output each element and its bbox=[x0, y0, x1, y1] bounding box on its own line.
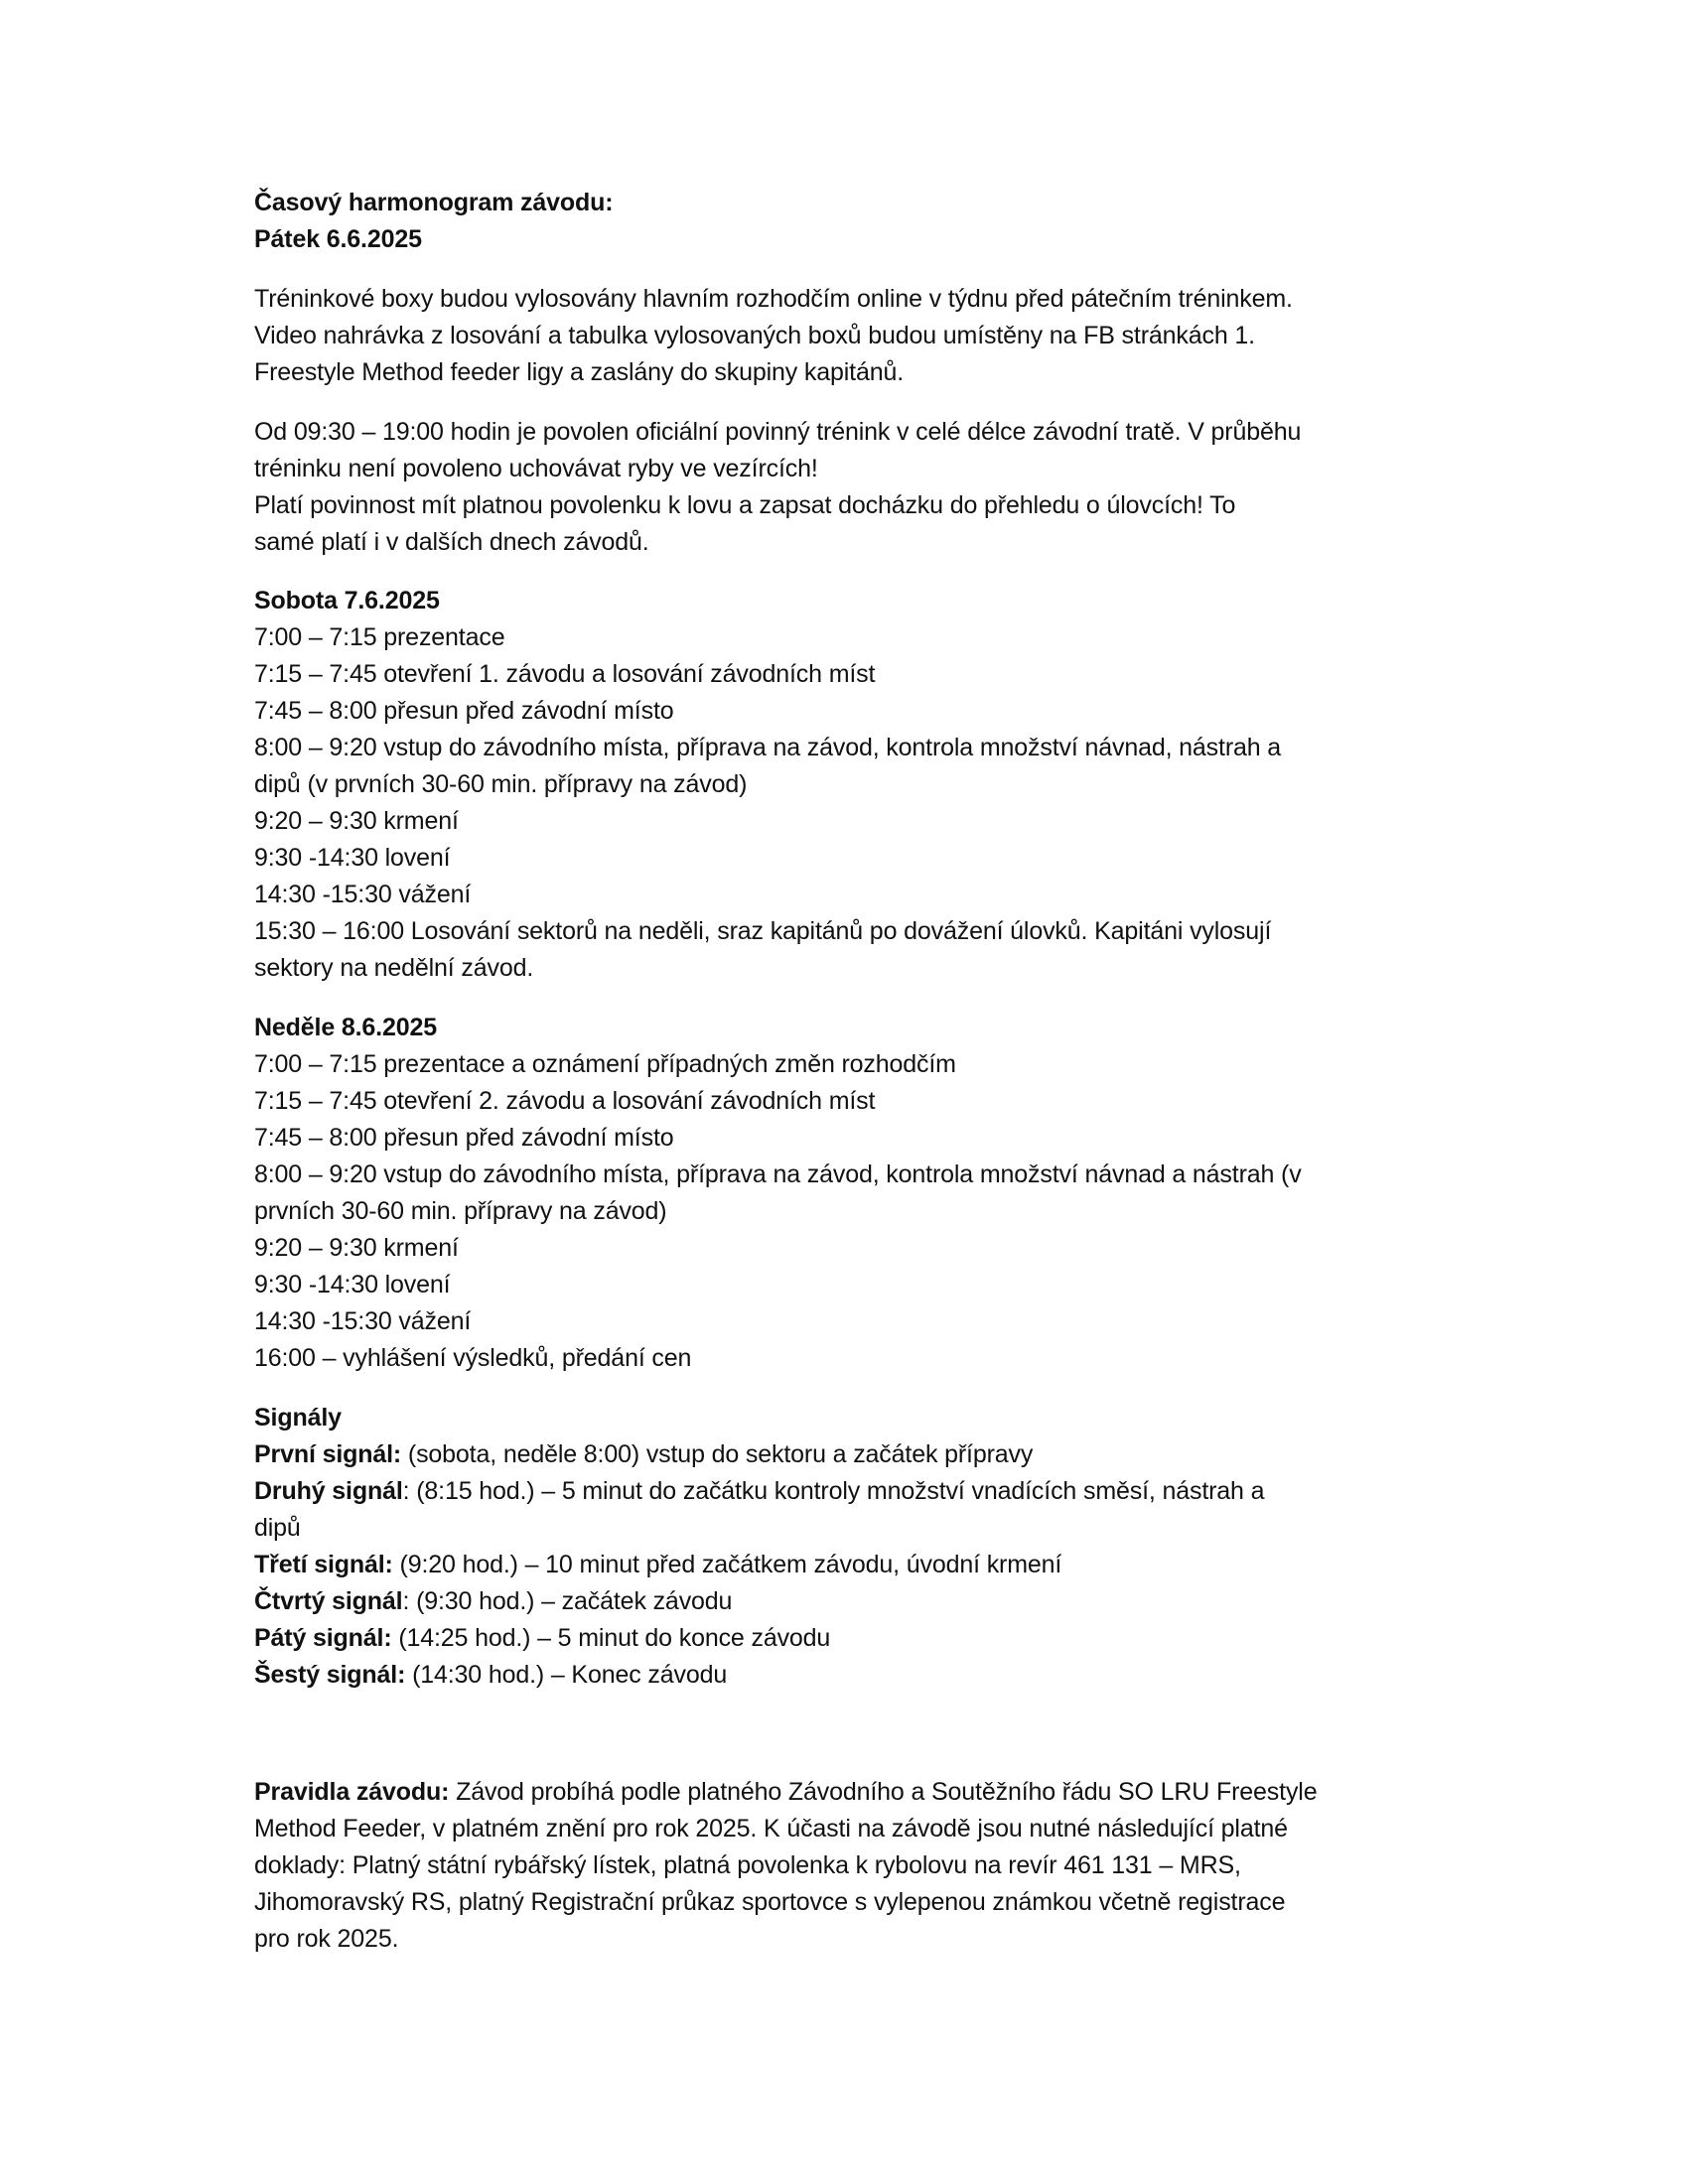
signal-text: (9:20 hod.) – 10 minut před začátkem závodu, úvodní krmení bbox=[392, 1551, 1062, 1578]
saturday-schedule-line: 9:20 – 9:30 krmení bbox=[254, 807, 459, 835]
sunday-schedule-line: prvních 30-60 min. přípravy na závod) bbox=[254, 1197, 667, 1225]
signal-text: dipů bbox=[254, 1514, 301, 1542]
sunday-schedule-line: 7:00 – 7:15 prezentace a oznámení případných změn rozhodčím bbox=[254, 1050, 956, 1078]
sunday-schedule-line: 16:00 – vyhlášení výsledků, předání cen bbox=[254, 1344, 692, 1372]
friday-paragraph-2-line: Platí povinnost mít platnou povolenku k lovu a zapsat docházku do přehledu o úlovcích! To bbox=[254, 491, 1236, 519]
saturday-schedule-line: dipů (v prvních 30-60 min. přípravy na závod) bbox=[254, 770, 748, 798]
signal-text: : (9:30 hod.) – začátek závodu bbox=[402, 1587, 733, 1615]
saturday-schedule-line: sektory na nedělní závod. bbox=[254, 954, 534, 982]
sunday-schedule-line: 8:00 – 9:20 vstup do závodního místa, příprava na závod, kontrola množství návnad a nástrah (v bbox=[254, 1160, 1302, 1188]
signal-text: (14:30 hod.) – Konec závodu bbox=[405, 1661, 728, 1689]
saturday-schedule-line: 7:15 – 7:45 otevření 1. závodu a losování závodních míst bbox=[254, 660, 876, 688]
rules-paragraph-line: Jihomoravský RS, platný Registrační průkaz sportovce s vylepenou známkou včetně registrace bbox=[254, 1888, 1286, 1916]
friday-paragraph-2-line: samé platí i v dalších dnech závodů. bbox=[254, 528, 649, 556]
sunday-schedule-line: 9:20 – 9:30 krmení bbox=[254, 1234, 459, 1262]
friday-paragraph-2-line: tréninku není povoleno uchovávat ryby ve vezírcích! bbox=[254, 455, 818, 482]
signal-item bbox=[254, 1550, 1061, 1579]
friday-paragraph-2-line: Od 09:30 – 19:00 hodin je povolen oficiální povinný trénink v celé délce závodní tratě. V průběhu bbox=[254, 418, 1302, 446]
rules-label: Pravidla závodu: bbox=[254, 1778, 450, 1806]
sunday-heading: Neděle 8.6.2025 bbox=[254, 1014, 437, 1041]
saturday-schedule-line: 7:45 – 8:00 přesun před závodní místo bbox=[254, 697, 674, 725]
saturday-schedule-line: 15:30 – 16:00 Losování sektorů na neděli, sraz kapitánů po dovážení úlovků. Kapitáni vylosují bbox=[254, 917, 1272, 945]
rules-paragraph-line bbox=[254, 1777, 1317, 1807]
signal-text: (sobota, neděle 8:00) vstup do sektoru a začátek přípravy bbox=[401, 1440, 1034, 1468]
friday-paragraph-1-line: Freestyle Method feeder ligy a zaslány do skupiny kapitánů. bbox=[254, 358, 905, 386]
signal-text: : (8:15 hod.) – 5 minut do začátku kontroly množství vnadících směsí, nástrah a bbox=[402, 1477, 1265, 1505]
signal-label: Pátý signál: bbox=[254, 1624, 392, 1652]
saturday-schedule-line: 9:30 -14:30 lovení bbox=[254, 844, 451, 872]
saturday-schedule-line: 7:00 – 7:15 prezentace bbox=[254, 623, 505, 651]
signal-label: Šestý signál: bbox=[254, 1661, 406, 1689]
signal-item bbox=[254, 1439, 1033, 1469]
sunday-schedule-line: 14:30 -15:30 vážení bbox=[254, 1307, 472, 1335]
rules-paragraph-line: Method Feeder, v platném znění pro rok 2025. K účasti na závodě jsou nutné následující platné bbox=[254, 1815, 1288, 1843]
friday-paragraph-1-line: Tréninkové boxy budou vylosovány hlavním rozhodčím online v týdnu před pátečním tréninkem. bbox=[254, 285, 1293, 313]
signal-item bbox=[254, 1586, 732, 1616]
signal-label: První signál: bbox=[254, 1440, 402, 1468]
friday-paragraph-1-line: Video nahrávka z losování a tabulka vylosovaných boxů budou umístěny na FB stránkách 1. bbox=[254, 322, 1255, 349]
signal-item bbox=[254, 1660, 727, 1690]
sunday-schedule-line: 7:15 – 7:45 otevření 2. závodu a losování závodních míst bbox=[254, 1087, 876, 1115]
rules-paragraph-line: doklady: Platný státní rybářský lístek, platná povolenka k rybolovu na revír 461 131 – MRS, bbox=[254, 1851, 1241, 1879]
document-title: Časový harmonogram závodu: bbox=[254, 189, 614, 216]
signal-item bbox=[254, 1623, 830, 1653]
signal-text: (14:25 hod.) – 5 minut do konce závodu bbox=[391, 1624, 831, 1652]
saturday-schedule-line: 14:30 -15:30 vážení bbox=[254, 881, 472, 908]
saturday-heading: Sobota 7.6.2025 bbox=[254, 587, 440, 614]
sunday-schedule-line: 7:45 – 8:00 přesun před závodní místo bbox=[254, 1124, 674, 1152]
signal-label: Třetí signál: bbox=[254, 1551, 393, 1578]
saturday-schedule-line: 8:00 – 9:20 vstup do závodního místa, příprava na závod, kontrola množství návnad, nástrah a bbox=[254, 734, 1282, 761]
signals-heading: Signály bbox=[254, 1404, 342, 1432]
signal-item bbox=[254, 1476, 1264, 1506]
signal-item-continuation bbox=[254, 1513, 301, 1543]
rules-paragraph-line: pro rok 2025. bbox=[254, 1925, 399, 1953]
rules-text: Závod probíhá podle platného Závodního a Soutěžního řádu SO LRU Freestyle bbox=[449, 1778, 1318, 1806]
signal-label: Druhý signál bbox=[254, 1477, 403, 1505]
friday-heading: Pátek 6.6.2025 bbox=[254, 225, 422, 253]
signal-label: Čtvrtý signál bbox=[254, 1587, 403, 1615]
sunday-schedule-line: 9:30 -14:30 lovení bbox=[254, 1271, 451, 1298]
